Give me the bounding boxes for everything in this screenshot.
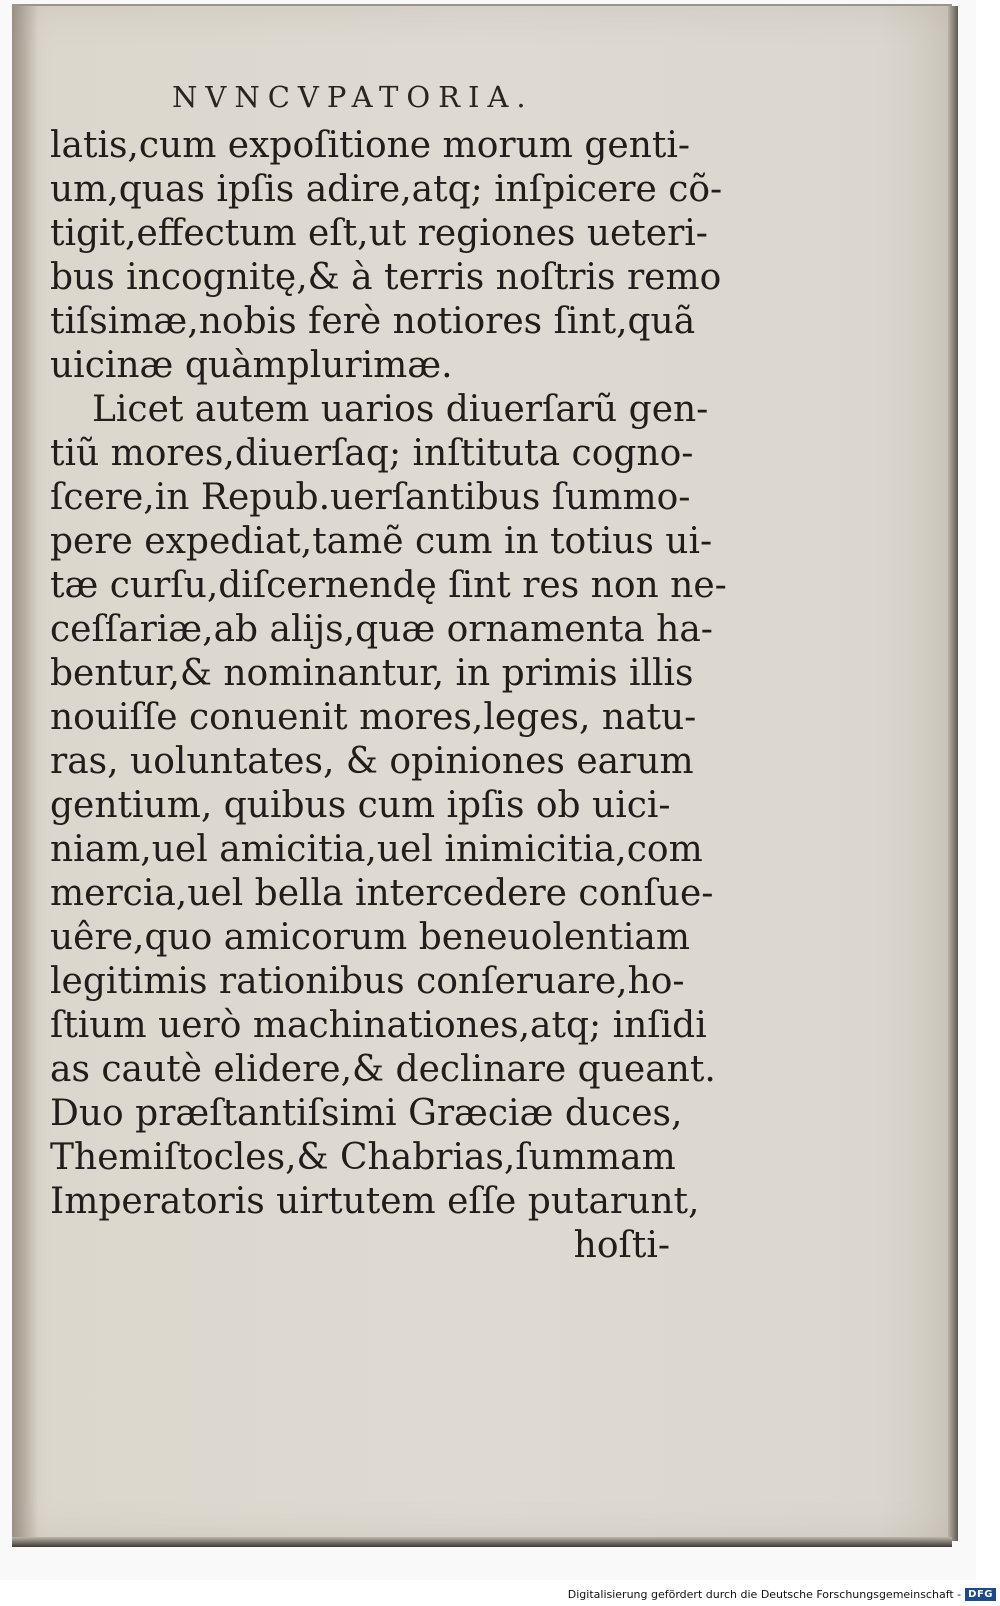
- text-line: Licet autem uarios diuerſarũ gen-: [92, 389, 709, 430]
- text-line: latis,cum expoſitione morum genti-: [50, 125, 691, 166]
- credit-text: Digitalisierung gefördert durch die Deutsche Forschungsgemeinschaft -: [567, 1588, 962, 1601]
- text-line: ceſſariæ,ab alijs,quæ ornamenta ha-: [50, 609, 713, 650]
- body-text: [50, 124, 727, 1268]
- text-line: tigit,effectum eſt,ut regiones ueteri-: [50, 213, 708, 254]
- text-line: ras, uoluntates, & opiniones earum: [50, 741, 694, 782]
- text-line: pere expediat,tamẽ cum in totius ui-: [50, 521, 713, 562]
- page-fore-edge: [948, 6, 958, 1541]
- text-line: bentur,& nominantur, in primis illis: [50, 653, 694, 694]
- text-line: tiſsimæ,nobis ferè notiores ſint,quã: [50, 301, 696, 342]
- text-line: tæ curſu,diſcernendę ſint res non ne-: [50, 565, 727, 606]
- text-line: nouiſſe conuenit mores,leges, natu-: [50, 697, 697, 738]
- text-line: um,quas ipſis adire,atq; inſpicere cõ-: [50, 169, 723, 210]
- text-line: as cautè elidere,& declinare queant.: [50, 1049, 716, 1090]
- text-line: mercia,uel bella intercedere conſue-: [50, 873, 714, 914]
- text-line: tiũ mores,diuerſaq; inſtituta cogno-: [50, 433, 694, 474]
- text-line: gentium, quibus cum ipſis ob uici-: [50, 785, 671, 826]
- digitization-credit: [568, 1588, 996, 1601]
- catchword: hoſti-: [573, 1225, 670, 1266]
- dfg-logo-icon: DFG: [965, 1588, 996, 1601]
- text-line: legitimis rationibus conſeruare,ho-: [50, 961, 685, 1002]
- page-gutter-shadow: [12, 6, 38, 1541]
- text-line: ſtium uerò machinationes,atq; inſidi: [50, 1005, 707, 1046]
- page-bottom-edge: [12, 1537, 952, 1547]
- text-line: Duo præſtantiſsimi Græciæ duces,: [50, 1093, 683, 1134]
- text-line: bus incognitę,& à terris noſtris remo: [50, 257, 722, 298]
- text-line: ſcere,in Repub.uerſantibus ſummo-: [50, 477, 691, 518]
- text-line: niam,uel amicitia,uel inimicitia,com: [50, 829, 703, 870]
- text-line: Imperatoris uirtutem eſſe putarunt,: [50, 1181, 700, 1222]
- text-line: uicinæ quàmplurimæ.: [50, 345, 453, 386]
- text-line: uêre,quo amicorum beneuolentiam: [50, 917, 691, 958]
- running-head: NVNCVPATORIA.: [172, 80, 534, 114]
- text-line: Themiſtocles,& Chabrias,ſummam: [50, 1137, 676, 1178]
